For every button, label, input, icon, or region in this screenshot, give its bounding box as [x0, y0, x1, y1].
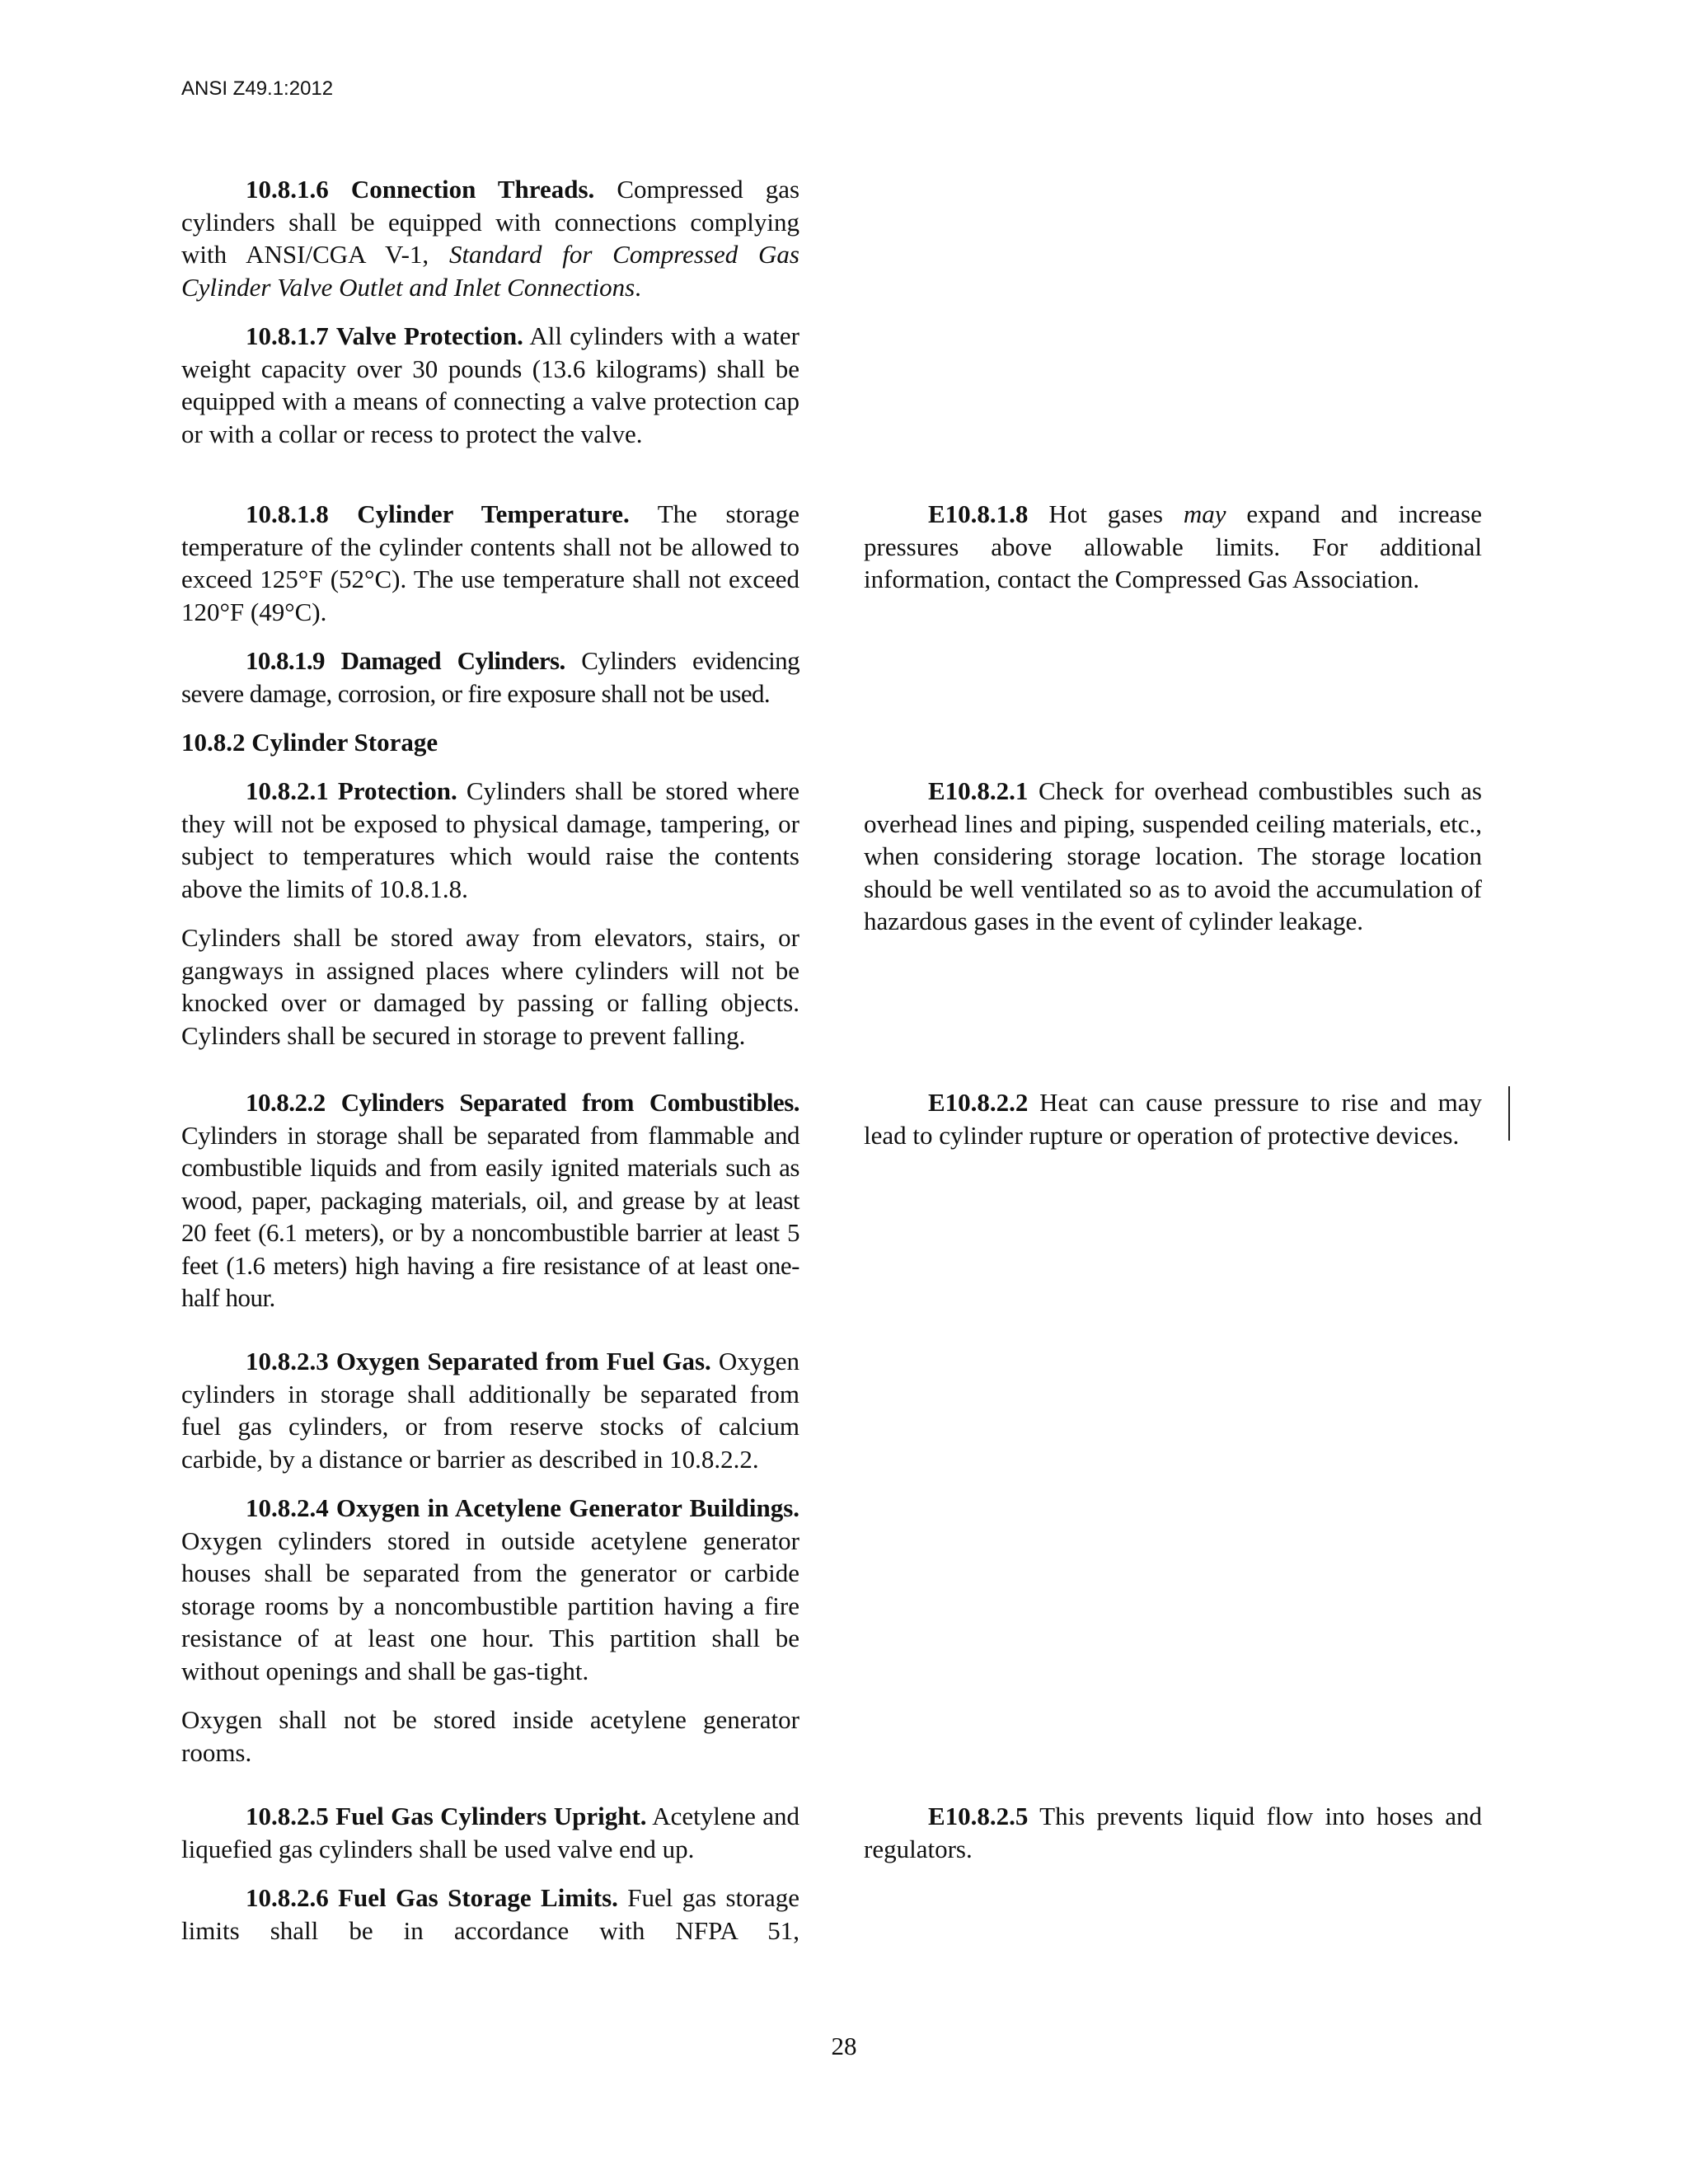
section-text: Cylinders shall be stored where they will not be exposed to physical damage, tampering, or subject to temperatures which would raise the contents above the limits of 10.8.1.8.	[181, 776, 800, 903]
left-column-block-5	[181, 1345, 799, 1769]
section-number: 10.8.1.6	[246, 175, 329, 204]
section-10-8-1-6	[181, 173, 799, 303]
section-text: Cylinders evidencing severe damage, corrosion, or fire exposure shall not be used.	[181, 646, 799, 708]
section-text-end: .	[635, 272, 641, 302]
note-e10-8-2-5	[864, 1800, 1482, 1865]
section-number: 10.8.2.6	[246, 1883, 329, 1912]
document-header: ANSI Z49.1:2012	[181, 77, 334, 100]
left-column-block-2	[181, 498, 799, 759]
section-text: Cylinders in storage shall be separated from flammable and combustible liquids and from easily ignited materials such as wood, paper, packaging materials, oil, and grease by at least 20 feet (6.1 meters), or by a noncombustible barrier at least 5 feet (1.6 meters) high having a fire resistance of at least one-half hour.	[181, 1120, 799, 1312]
note-text: Hot gases	[1048, 499, 1184, 528]
section-10-8-1-9	[181, 644, 799, 710]
section-text: The storage temperature of the cylinder contents shall not be allowed to exceed 125°F (52°C). The use temperature shall not exceed 120°F (49°C).	[181, 499, 799, 626]
left-column-block-4	[181, 1086, 799, 1315]
section-number: 10.8.1.8	[246, 499, 329, 528]
note-text-end: expand and increase pressures above allowable limits. For additional information, contact the Compressed Gas Association.	[864, 499, 1482, 593]
section-10-8-2-1	[181, 775, 799, 905]
section-title: Oxygen Separated from Fuel Gas.	[335, 1347, 711, 1376]
section-10-8-2-6	[181, 1882, 799, 1947]
note-number: E10.8.2.1	[928, 776, 1029, 805]
section-text: All cylinders with a water weight capacity over 30 pounds (13.6 kilograms) shall be equipped with a means of connecting a valve protection cap or with a collar or recess to protect the valve.	[181, 321, 799, 448]
heading-10-8-2: 10.8.2 Cylinder Storage	[181, 728, 438, 757]
left-column-block-6	[181, 1800, 799, 1947]
note-emphasis: may	[1183, 499, 1226, 528]
section-text: Fuel gas storage limits shall be in accordance with NFPA 51,	[181, 1883, 799, 1945]
section-title: Cylinder Temperature.	[357, 499, 630, 528]
section-10-8-2-2	[181, 1086, 799, 1315]
section-10-8-1-7	[181, 320, 799, 450]
standard-title: Standard for Compressed Gas Cylinder Valve Outlet and Inlet Connections	[181, 240, 799, 302]
page-number: 28	[831, 2032, 857, 2060]
section-title: Fuel Gas Cylinders Upright.	[335, 1802, 647, 1830]
left-column-block-3	[181, 775, 799, 1052]
note-e10-8-1-8	[864, 498, 1482, 596]
note-e10-8-2-1	[864, 775, 1482, 938]
note-text: This prevents liquid flow into hoses and regulators.	[864, 1802, 1482, 1863]
section-title: Protection.	[337, 776, 457, 805]
section-10-8-2-5	[181, 1800, 799, 1865]
section-title: Oxygen in Acetylene Generator Buildings.	[335, 1493, 800, 1522]
change-bar	[1508, 1086, 1510, 1141]
section-title: Cylinders Separated from Combustibles.	[340, 1088, 800, 1117]
section-number: 10.8.2.3	[246, 1347, 329, 1376]
section-number: 10.8.1.7	[246, 321, 329, 350]
section-number: 10.8.2.4	[246, 1493, 329, 1522]
section-10-8-2-4	[181, 1492, 799, 1687]
section-number: 10.8.2.1	[246, 776, 329, 805]
section-title: Damaged Cylinders.	[340, 646, 565, 675]
section-text: Acetylene and liquefied gas cylinders shall be used valve end up.	[181, 1802, 799, 1863]
note-number: E10.8.2.5	[928, 1802, 1029, 1830]
section-10-8-2-1-continued: Cylinders shall be stored away from elevators, stairs, or gangways in assigned places where cylinders will not be knocked over or damaged by passing or falling objects. Cylinders shall be secured in storage to prevent falling.	[181, 923, 799, 1050]
note-e10-8-2-2	[864, 1086, 1482, 1151]
note-text: Heat can cause pressure to rise and may lead to cylinder rupture or operation of protective devices.	[864, 1088, 1482, 1150]
section-10-8-1-8	[181, 498, 799, 628]
section-title: Connection Threads.	[350, 175, 595, 204]
section-text: Compressed gas cylinders shall be equipped with connections complying with ANSI/CGA V-1,	[181, 175, 800, 269]
section-10-8-2-3	[181, 1345, 799, 1475]
section-text: Oxygen cylinders in storage shall additionally be separated from fuel gas cylinders, or from reserve stocks of calcium carbide, by a distance or barrier as described in 10.8.2.2.	[181, 1347, 800, 1474]
section-10-8-2-4-continued: Oxygen shall not be stored inside acetylene generator rooms.	[181, 1705, 799, 1767]
section-title: Valve Protection.	[335, 321, 523, 350]
left-column-block-1	[181, 173, 799, 450]
section-number: 10.8.2.2	[246, 1088, 326, 1117]
note-number: E10.8.2.2	[928, 1088, 1029, 1117]
section-number: 10.8.2.5	[246, 1802, 329, 1830]
section-number: 10.8.1.9	[246, 646, 325, 675]
note-text: Check for overhead combustibles such as overhead lines and piping, suspended ceiling materials, etc., when considering storage location. The storage location should be well ventilated so as to avoid the accumulation of hazardous gases in the event of cylinder leakage.	[864, 776, 1482, 935]
section-title: Fuel Gas Storage Limits.	[338, 1883, 618, 1912]
note-number: E10.8.1.8	[928, 499, 1029, 528]
section-text: Oxygen cylinders stored in outside acetylene generator houses shall be separated from the generator or carbide storage rooms by a noncombustible partition having a fire resistance of at least one hour. This partition shall be without openings and shall be gas-tight.	[181, 1526, 799, 1685]
